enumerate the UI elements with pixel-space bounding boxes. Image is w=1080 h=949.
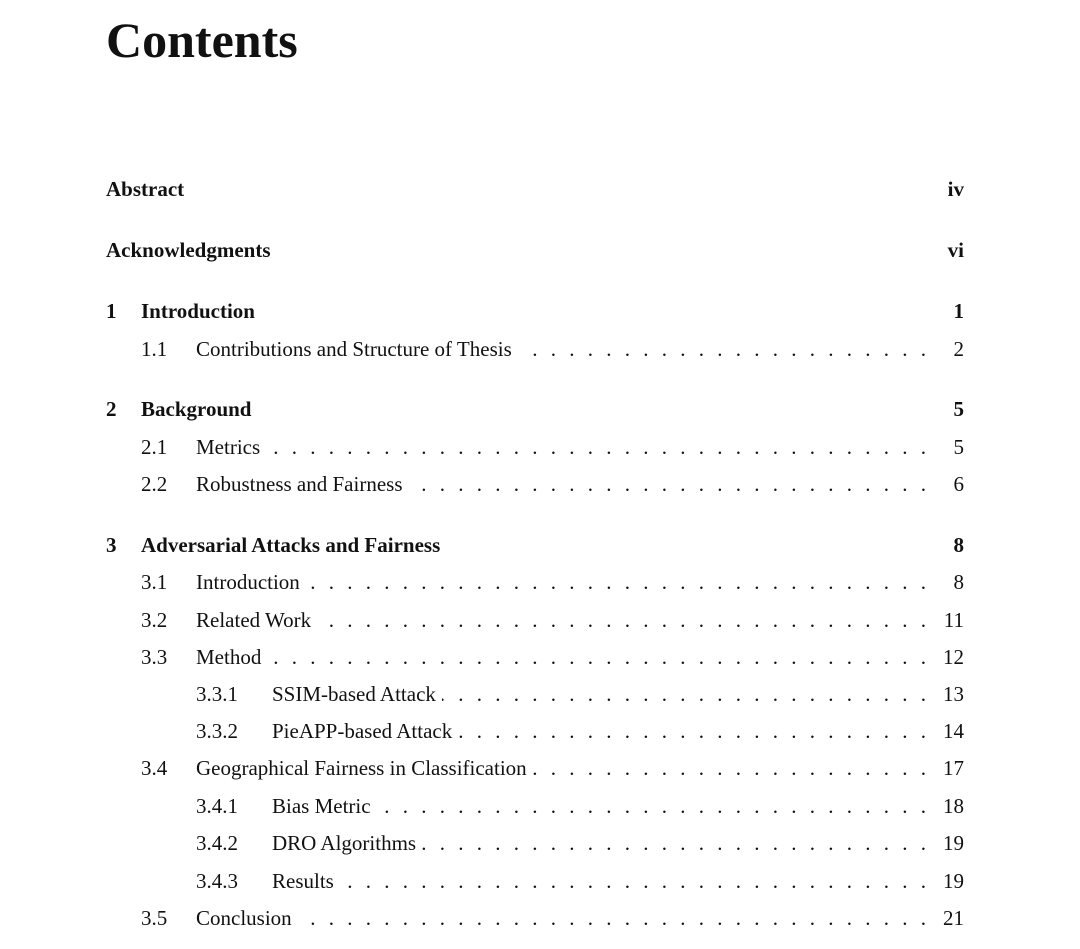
toc-entry-3-4-1[interactable] [106,791,964,821]
dot-leader [409,469,931,499]
dot-leader [298,903,930,933]
toc-entry-page-number: 21 [943,906,964,930]
toc-entry-page-number: 6 [953,472,964,496]
toc-entry-page-number: 11 [943,608,964,632]
toc-entry-title: Results [272,869,334,893]
dot-leader [518,334,930,364]
dot-leader [266,432,930,462]
toc-entry-3-2[interactable] [106,605,964,635]
toc-entry-title: SSIM-based Attack [272,682,436,706]
toc-entry-title: Introduction [196,570,300,594]
toc-entry-number: 3.3 [141,645,168,669]
dot-leader [340,866,930,896]
toc-entry-page-number: 19 [943,869,964,893]
dot-leader [377,791,930,821]
toc-entry-acknowledgments[interactable] [106,235,964,265]
toc-entry-number: 3.4.2 [196,831,238,855]
toc-entry-page-number: 2 [953,337,964,361]
toc-entry-title: Metrics [196,435,261,459]
toc-entry-title: Related Work [196,608,312,632]
dot-leader [267,642,930,672]
toc-entry-title: Bias Metric [272,794,371,818]
toc-entry-page-number: 5 [953,397,964,421]
toc-entry-title: Conclusion [196,906,292,930]
toc-entry-page-number: 12 [943,645,964,669]
toc-entry-number: 3.4.1 [196,794,238,818]
toc-entry-3-3[interactable] [106,642,964,672]
toc-entry-number: 1 [106,299,117,323]
toc-entry-title: PieAPP-based Attack [272,719,453,743]
toc-entry-3-4[interactable] [106,753,964,783]
toc-entry-page-number: 14 [943,719,964,743]
toc-entry-title: Geographical Fairness in Classification [196,756,527,780]
page-title: Contents [106,12,298,68]
toc-entry-page-number: 8 [953,570,964,594]
toc-entry-title: Abstract [106,177,185,201]
toc-entry-title: Background [141,397,252,421]
toc-entry-number: 2.1 [141,435,168,459]
toc-entry-title: Contributions and Structure of Thesis [196,337,512,361]
toc-entry-title: Acknowledgments [106,238,271,262]
toc-entry-number: 3.4.3 [196,869,238,893]
toc-entry-3-4-3[interactable] [106,866,964,896]
toc-entry-page-number: 5 [953,435,964,459]
toc-entry-3-5[interactable] [106,903,964,933]
table-of-contents [106,0,964,949]
toc-entry-number: 3.3.2 [196,719,238,743]
toc-entry-page-number: 17 [943,756,964,780]
toc-entry-3-1[interactable] [106,567,964,597]
toc-entry-number: 2 [106,397,117,421]
toc-entry-page-number: 1 [953,299,964,323]
dot-leader [442,679,930,709]
toc-entry-3-3-2[interactable] [106,716,964,746]
toc-entry-2-1[interactable] [106,432,964,462]
toc-entry-title: Adversarial Attacks and Fairness [141,533,441,557]
toc-entry-3-3-1[interactable] [106,679,964,709]
toc-entry-title: Method [196,645,262,669]
dot-leader [458,716,930,746]
toc-entry-page-number: iv [947,177,964,201]
toc-entry-number: 3 [106,533,117,557]
toc-entry-2[interactable] [106,394,964,424]
toc-entry-page-number: 18 [943,794,964,818]
toc-entry-number: 2.2 [141,472,168,496]
dot-leader [533,753,930,783]
toc-entry-number: 3.3.1 [196,682,238,706]
toc-entry-number: 3.5 [141,906,168,930]
toc-entry-number: 3.2 [141,608,168,632]
toc-entry-3[interactable] [106,530,964,560]
toc-entry-number: 3.4 [141,756,168,780]
dot-leader [422,828,930,858]
toc-entry-page-number: 13 [943,682,964,706]
toc-entry-number: 1.1 [141,337,168,361]
dot-leader [317,605,930,635]
dot-leader [306,567,930,597]
toc-entry-3-4-2[interactable] [106,828,964,858]
toc-entry-1-1[interactable] [106,334,964,364]
toc-entry-number: 3.1 [141,570,168,594]
toc-entry-1[interactable] [106,296,964,326]
toc-entry-page-number: vi [947,238,964,262]
toc-entry-abstract[interactable] [106,174,964,204]
toc-entry-2-2[interactable] [106,469,964,499]
toc-entry-title: DRO Algorithms [272,831,417,855]
toc-entry-title: Robustness and Fairness [196,472,403,496]
toc-entry-page-number: 8 [953,533,964,557]
toc-entry-title: Introduction [141,299,255,323]
toc-entry-page-number: 19 [943,831,964,855]
